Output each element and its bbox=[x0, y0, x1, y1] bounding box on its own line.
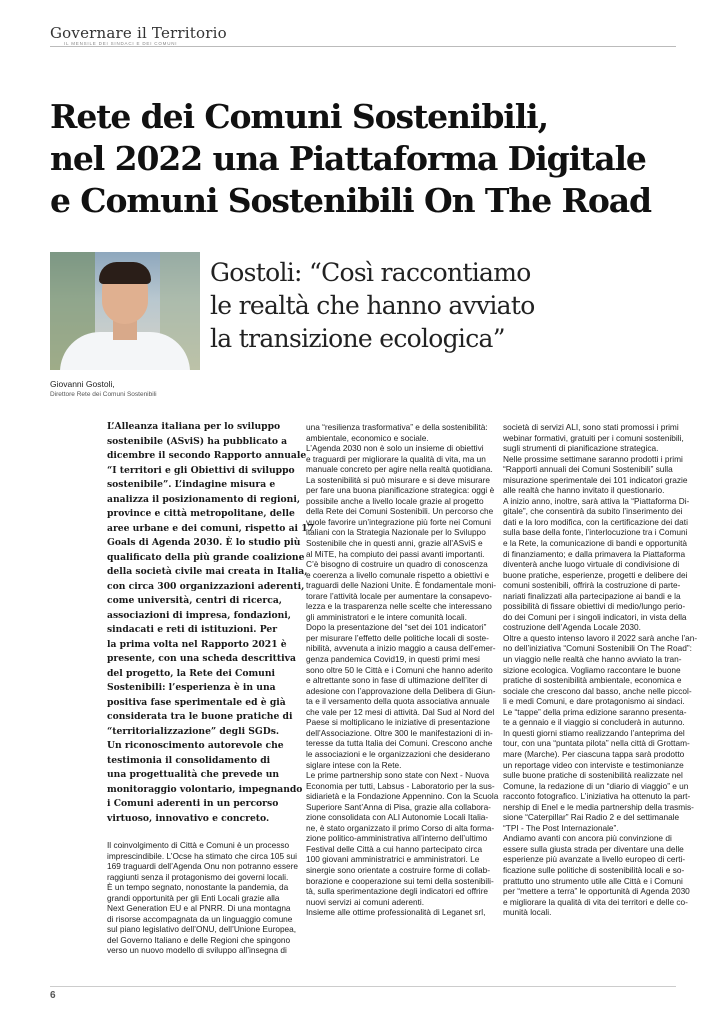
text-line: “I territori e gli Obiettivi di sviluppo bbox=[107, 464, 295, 476]
text-line: “TPI - The Post Internazionale”. bbox=[503, 822, 619, 833]
text-line: presente, con una scheda descrittiva bbox=[107, 653, 296, 664]
text-line: province e città metropolitane, delle bbox=[107, 508, 295, 519]
text-line: gli amministratori e le intere comunità locali. bbox=[306, 611, 467, 622]
text-line: analizza il posizionamento di regioni, bbox=[107, 493, 301, 505]
text-line: L’Agenda 2030 non è solo un insieme di obiettivi bbox=[306, 443, 484, 454]
photo-hair-shape bbox=[99, 262, 151, 284]
text-line: i Comuni aderenti in un percorso bbox=[107, 798, 279, 809]
text-line: sidiarietà e la Fondazione Appennino. Con la Scuola bbox=[306, 791, 499, 802]
text-line: e coerenza a livello comunale rispetto a obiettivi e bbox=[306, 569, 490, 580]
text-line: verso un nuovo modello di sviluppo all’insegna di bbox=[107, 945, 287, 956]
text-line: e traguardi per migliorare la qualità di vita, ma un bbox=[306, 453, 486, 464]
text-line: della Rete dei Comuni Sostenibili. Un percorso che bbox=[306, 506, 494, 517]
text-line: no dell’iniziativa “Comuni Sostenibili On The Road”: bbox=[503, 643, 692, 654]
text-line: 100 giovani amministratrici e amministratori. Le bbox=[306, 854, 480, 865]
text-line: munità locali. bbox=[503, 907, 552, 918]
text-line: webinar formativi, gratuiti per i comuni sostenibili, bbox=[503, 432, 684, 443]
text-line: al MiTE, ha compiuto dei passi avanti importanti. bbox=[306, 548, 485, 559]
text-line: sugli strumenti di pianificazione strategica. bbox=[503, 443, 659, 454]
text-line: manuale concreto per agire nella realtà quotidiana. bbox=[306, 464, 493, 475]
masthead-divider bbox=[50, 46, 676, 47]
text-line: lezza e la trasparenza nelle scelte che interessano bbox=[306, 601, 492, 612]
text-line: per “mettere a terra” le opportunità di Agenda 2030 bbox=[503, 886, 690, 897]
text-line: genza pandemica Covid19, in questi primi mesi bbox=[306, 654, 480, 665]
text-line: diventerà anche luogo virtuale di condivisione di bbox=[503, 559, 680, 570]
text-line: del progetto, la Rete dei Comuni bbox=[107, 667, 276, 679]
text-line: di finanziamento; e dalla primavera la Piattaforma bbox=[503, 548, 686, 559]
text-line: nership di Enel e le media partnership della trasmis- bbox=[503, 801, 694, 812]
text-line: Il coinvolgimento di Città e Comuni è un processo bbox=[107, 840, 290, 850]
intro-paragraph bbox=[107, 420, 315, 826]
author-photo bbox=[50, 252, 200, 370]
subheadline-line: la transizione ecologica” bbox=[210, 324, 505, 353]
text-line: esperienze più avanzate a livello europeo di certi- bbox=[503, 854, 686, 865]
text-line: dell’Associazione. Oltre 300 le manifestazioni di in- bbox=[306, 727, 493, 738]
text-line: adesione con l’approvazione della Delibera di Giun- bbox=[306, 685, 496, 696]
text-line: società di servizi ALI, sono stati promossi i primi bbox=[503, 422, 679, 432]
text-line: Insieme alle ottime professionalità di Leganet srl, bbox=[306, 907, 486, 918]
text-line: comuni sostenibili, offrirà la costruzione di parte- bbox=[503, 580, 681, 591]
text-line: possibile anche a livello locale grazie al progetto bbox=[306, 495, 484, 506]
text-line: Goals di Agenda 2030. È lo studio più bbox=[107, 537, 301, 548]
text-line: Superiore Sant’Anna di Pisa, grazie alla collabora- bbox=[306, 801, 491, 812]
text-line: Un riconoscimento autorevole che bbox=[107, 740, 284, 751]
text-line: possibilità di fissare obiettivi di medio/lungo perio- bbox=[503, 601, 686, 612]
text-line: La sostenibilità si può misurare e si deve misurare bbox=[306, 474, 490, 485]
text-line: costruzione dell’Agenda Locale 2030. bbox=[503, 622, 641, 633]
text-line: raggiunti senza il protagonismo dei governi locali. bbox=[107, 871, 289, 882]
masthead-title: Governare il Territorio bbox=[50, 24, 227, 42]
page-number: 6 bbox=[50, 990, 56, 1001]
text-line: Comune, la redazione di un “diario di viaggio” e un bbox=[503, 780, 689, 791]
text-line: Paese si moltiplicano le iniziative di presentazione bbox=[306, 717, 491, 728]
text-line: È un tempo segnato, nonostante la pandemia, da bbox=[107, 882, 289, 893]
text-line: sinergie sono orientate a costruire forme di collab- bbox=[306, 864, 491, 875]
text-line: prattutto uno strumento utile alle Città e i Comuni bbox=[503, 875, 683, 886]
text-line: la prima volta nel Rapporto 2021 è bbox=[107, 638, 287, 650]
text-line: che vale per 12 mesi di attività. Dal Sud al Nord del bbox=[306, 706, 495, 717]
text-line: Festival delle Città a cui hanno partecipato circa bbox=[306, 843, 483, 854]
text-line: ficazione sulle politiche di sostenibilità locali e so- bbox=[503, 864, 685, 875]
text-line: nariati finalizzati alla partecipazione ai bandi e la bbox=[503, 590, 681, 601]
text-line: del Governo Italiano e delle Regioni che spingono bbox=[107, 934, 291, 945]
text-line: mare (Marche). Per ciascuna tappa sarà prodotto bbox=[503, 748, 685, 759]
text-line: della società civile mai creata in Italia, bbox=[107, 566, 308, 577]
text-line: virtuoso, innovativo e concreto. bbox=[107, 812, 270, 824]
text-line: torare l’attività locale per aumentare la consapevo- bbox=[306, 590, 492, 601]
body-column-3 bbox=[503, 422, 698, 918]
text-line: sono oltre 50 le Città e i Comuni che hanno aderito bbox=[306, 664, 493, 675]
text-line: positiva fase sperimentale ed è già bbox=[107, 696, 286, 708]
text-line: gitale”, che consentirà da subito l’inserimento dei bbox=[503, 506, 683, 517]
text-line: italiani con la Strategia Nazionale per lo Sviluppo bbox=[306, 527, 486, 538]
photo-caption-name: Giovanni Gostoli, bbox=[50, 379, 115, 389]
text-line: siglare intese con la Rete. bbox=[306, 759, 402, 770]
text-line: per fare una buona pianificazione strategica: oggi è bbox=[306, 485, 495, 496]
article-headline bbox=[50, 96, 680, 222]
text-line: sione “Caterpillar” Rai Radio 2 e del settimanale bbox=[503, 812, 680, 823]
text-line: sostenibile (ASviS) ha pubblicato a bbox=[107, 435, 288, 447]
text-line: sul piano legislativo dell’ONU, dell’Unione Europea, bbox=[107, 924, 297, 935]
text-line: pratiche di sostenibilità ambientale, economica e bbox=[503, 675, 682, 686]
text-line: nuovi servizi ai comuni aderenti. bbox=[306, 896, 425, 907]
text-line: associazioni di impresa, fondazioni, bbox=[107, 609, 291, 621]
text-line: Andiamo avanti con ancora più convinzione di bbox=[503, 833, 672, 844]
text-line: le associazioni e le organizzazioni che desiderano bbox=[306, 748, 491, 759]
text-line: sizione ecologica. Vogliamo raccontare le buone bbox=[503, 664, 681, 675]
text-line: un viaggio nelle realtà che hanno avviato la tran- bbox=[503, 654, 682, 665]
text-line: qualificato della più grande coalizione bbox=[107, 551, 305, 563]
text-line: essere sulla giusta strada per diventare una delle bbox=[503, 843, 684, 854]
masthead-subtitle: IL MENSILE DEI SINDACI E DEI COMUNI bbox=[64, 41, 178, 46]
footer-divider bbox=[50, 986, 676, 987]
text-line: una progettualità che prevede un bbox=[107, 769, 280, 780]
text-line: dicembre il secondo Rapporto annuale bbox=[107, 450, 307, 461]
text-line: A inizio anno, inoltre, sarà attiva la “Piattaforma Di- bbox=[503, 495, 690, 506]
text-line: monitoraggio volontario, impegnando bbox=[107, 783, 303, 795]
text-line: Le prime partnership sono state con Next - Nuova bbox=[306, 770, 490, 781]
text-line: di risorse accompagnata da un linguaggio comune bbox=[107, 913, 293, 924]
text-line: alle realtà che hanno invitato il questionario. bbox=[503, 485, 665, 496]
text-line: tà, sulla sperimentazione degli indicatori ed offrire bbox=[306, 886, 489, 897]
text-line: con circa 300 organizzazioni aderenti, bbox=[107, 580, 305, 592]
text-line: misurazione sperimentale dei 101 indicatori grazie bbox=[503, 474, 688, 485]
text-line: sindacati e reti di istituzioni. Per bbox=[107, 624, 278, 635]
headline-line: e Comuni Sostenibili On The Road bbox=[50, 181, 652, 220]
text-line: aree urbane e dei comuni, rispetto ai 17 bbox=[107, 522, 315, 534]
text-line: sostenibile”. L’indagine misura e bbox=[107, 479, 276, 490]
subheadline-line: Gostoli: “Così raccontiamo bbox=[210, 258, 531, 287]
text-line: teresse da tutta Italia dei Comuni. Crescono anche bbox=[306, 738, 493, 749]
text-line: borazione e cooperazione sui temi della sostenibili- bbox=[306, 875, 494, 886]
text-line: L’Alleanza italiana per lo sviluppo bbox=[107, 421, 281, 432]
text-line: come università, centri di ricerca, bbox=[107, 595, 282, 606]
text-line: tour, con una “puntata pilota” nella città di Grottam- bbox=[503, 738, 690, 749]
body-column-2 bbox=[306, 422, 499, 918]
text-line: Economia per tutti, Labsus - Laboratorio per la sus- bbox=[306, 780, 495, 791]
text-line: sulle buone pratiche di sostenibilità realizzate nel bbox=[503, 770, 683, 781]
text-line: zione politico-amministrativa all’interno dell’ultimo bbox=[306, 833, 488, 844]
headline-line: nel 2022 una Piattaforma Digitale bbox=[50, 139, 646, 178]
text-line: Dopo la presentazione del “set dei 101 indicatori” bbox=[306, 622, 487, 633]
photo-caption-role: Direttore Rete dei Comuni Sostenibili bbox=[50, 391, 157, 398]
text-line: do dei Comuni per i singoli indicatori, in vista della bbox=[503, 611, 687, 622]
headline-line: Rete dei Comuni Sostenibili, bbox=[50, 97, 549, 136]
text-line: e altrettante sono in fase di ultimazione dell’iter di bbox=[306, 675, 488, 686]
text-line: zione consolidata con ALI Autonomie Locali Italia- bbox=[306, 812, 489, 823]
text-line: e la Rete, la comunicazione di bandi e opportunità bbox=[503, 538, 688, 549]
text-line: ne, è stato organizzato il primo Corso di alta forma- bbox=[306, 822, 495, 833]
text-line: sulla base della fonte, l’interlocuzione tra i Comuni bbox=[503, 527, 688, 538]
text-line: Sostenibile che in questi anni, grazie all’ASviS e bbox=[306, 538, 483, 549]
text-line: ta e il versamento della quota associativa annuale bbox=[306, 696, 490, 707]
text-line: racconto fotografico. L’iniziativa ha ottenuto la part- bbox=[503, 791, 691, 802]
text-line: li e medi Comuni, e dare protagonismo ai sindaci. bbox=[503, 696, 685, 707]
text-line: nibilità, avvenuta a inizio maggio a causa dell’emer- bbox=[306, 643, 496, 654]
text-line: buone pratiche, esperienze, progetti e delibere dei bbox=[503, 569, 688, 580]
text-line: imprescindibile. L’Ocse ha stimato che circa 105 sui bbox=[107, 850, 297, 861]
text-line: testimonia il consolidamento di bbox=[107, 754, 271, 766]
text-line: e migliorare la qualità di vita dei territori e delle co- bbox=[503, 896, 688, 907]
subheadline-line: le realtà che hanno avviato bbox=[210, 291, 535, 320]
text-line: grandi opportunità per gli Enti Locali grazie alla bbox=[107, 892, 280, 903]
text-line: traguardi delle Nazioni Unite. È fondamentale moni- bbox=[306, 580, 497, 591]
text-line: ambientale, economico e sociale. bbox=[306, 432, 429, 443]
text-line: 169 traguardi dell’Agenda Onu non potranno essere bbox=[107, 861, 298, 872]
text-line: una “resilienza trasformativa” e della sostenibilità: bbox=[306, 422, 488, 432]
text-line: Nelle prossime settimane saranno prodotti i primi bbox=[503, 453, 683, 464]
text-line: un reportage video con interviste e testimonianze bbox=[503, 759, 684, 770]
text-line: “territorializzazione” degli SGDs. bbox=[107, 725, 280, 737]
text-line: per misurare l’effetto delle politiche locali di soste- bbox=[306, 632, 489, 643]
text-line: Sostenibili: l’esperienza è in una bbox=[107, 682, 276, 693]
text-line: te a gennaio e il viaggio si concluderà in autunno. bbox=[503, 717, 685, 728]
text-line: C’è bisogno di costruire un quadro di conoscenza bbox=[306, 559, 488, 570]
text-line: dati e la loro modifica, con la certificazione dei dati bbox=[503, 516, 688, 527]
text-line: Next Generation EU e al PNRR. Di una montagna bbox=[107, 903, 291, 914]
text-line: In questi giorni stiamo realizzando l’anteprima del bbox=[503, 727, 685, 738]
masthead bbox=[50, 22, 676, 52]
text-line: Le “tappe” della prima edizione saranno presenta- bbox=[503, 706, 687, 717]
text-line: considerata tra le buone pratiche di bbox=[107, 711, 293, 722]
text-line: vuole favorire un’integrazione più forte nei Comuni bbox=[306, 516, 491, 527]
text-line: “Rapporti annuali dei Comuni Sostenibili” sulla bbox=[503, 464, 673, 475]
text-line: Oltre a questo intenso lavoro il 2022 sarà anche l’an- bbox=[503, 632, 698, 643]
article-subheadline bbox=[210, 256, 680, 355]
body-column-1 bbox=[107, 840, 299, 956]
text-line: sociale che crescono dal basso, anche nelle piccol- bbox=[503, 685, 692, 696]
